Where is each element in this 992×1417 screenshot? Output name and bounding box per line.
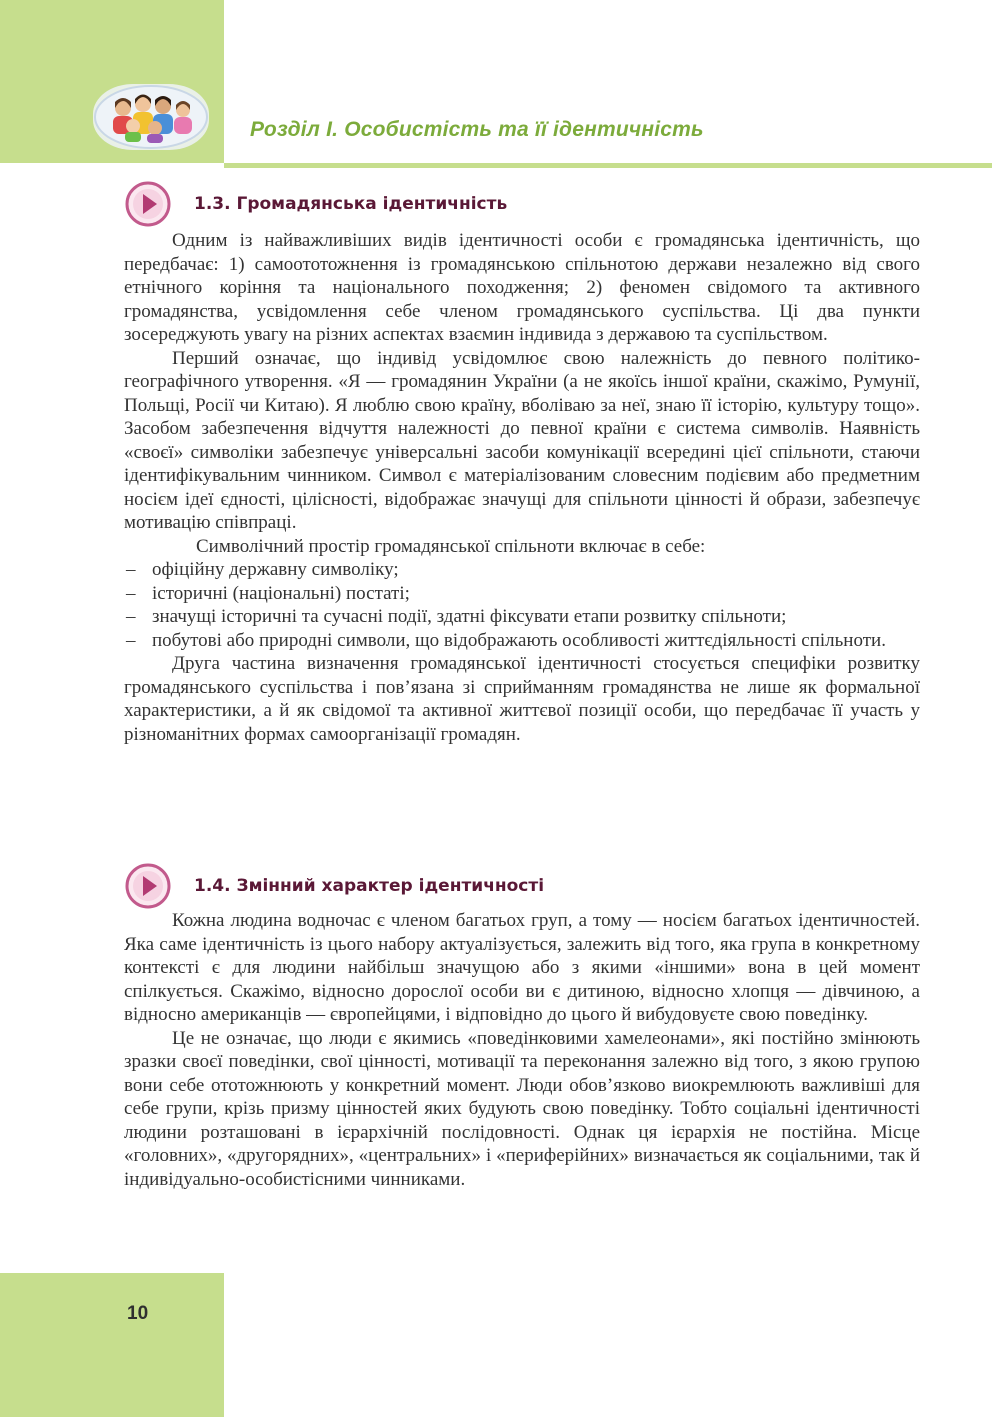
section-heading-1-4 <box>124 862 544 910</box>
play-icon <box>124 180 172 228</box>
paragraph: Кожна людина водночас є членом багатьох груп, а тому — носієм багатьох ідентичностей. Яка саме ідентичність із цього набору актуалізується, залежить від того, яка група в конкретному контексті є для людини найбільш значущою або з якими «іншими» вона в цей момент спілкується. Скажімо, відносно дорослої особи ви є дитиною, відносно хлопця — дівчиною, а відносно американців — європейцями, і відповідно до цього й вибудовуєте свою поведінку. <box>124 910 920 1025</box>
chapter-title: Розділ І. Особистість та її ідентичність <box>250 118 704 141</box>
paragraph: Одним із найважливіших видів ідентичності особи є громадянська ідентичність, що передбачає: 1) самоототожнення із громадянською спільнотою держави незалежно від свого етнічного коріння та національного походження; 2) феномен свідомого та активного громадянства, усвідомлення себе членом громадянського суспільства. Ці два пункти зосереджують увагу на різних аспектах взаємин індивида з державою та суспільством. <box>124 230 920 345</box>
paragraph: Друга частина визначення громадянської ідентичності стосується специфіки розвитку громадянського суспільства і пов’язана зі сприйманням громадянства не лише як формальної характеристики, а й як свідомої та активної життєвої позиції особи, що передбачає її участь у різноманітних формах самоорганізації громадян. <box>124 653 920 745</box>
paragraph: Перший означає, що індивід усвідомлює свою належність до певного політико-географічного утворення. «Я — громадянин України (а не якоїсь іншої країни, скажімо, Румунії, Польщі, Росії чи Китаю). Я люблю свою країну, вболіваю за неї, знаю її історію, культуру тощо». Засобом забезпечення відчуття належності до певної країни є система символів. Наявність «своєї» символіки забезпечує універсальні засоби комунікації всередині цієї спільноти, стаючи ідентифікувальним чинником. Символ є матеріалізованим словесним подієвим або предметним носієм ідеї єдності, цілісності, відображає значущі для спільноти цінності й образи, забезпечує мотивацію співпраці. <box>124 347 920 533</box>
play-icon <box>124 862 172 910</box>
list-item: – офіційну державну символіку; <box>124 558 920 582</box>
paragraph: Це не означає, що люди є якимись «поведінковими хамелеонами», які постійно змінюють зразки своєї поведінки, свої цінності, мотивації та переконання залежно від того, з якою групою вони себе ототожнюють у конкретний момент. Люди обов’язково виокремлюють важливіші для себе групи, крізь призму цінностей яких будують свою поведінку. Тобто соціальні ідентичності людини розташовані в ієрархічній послідовності. Однак ця ієрархія не постійна. Місце «головних», «другорядних», «центральних» і «периферійних» визначається як соціальними, так й індивідуально-особистісними чинниками. <box>124 1027 920 1190</box>
page-number: 10 <box>127 1303 149 1324</box>
list-intro: Символічний простір громадянської спільноти включає в себе: <box>196 535 706 557</box>
header-divider <box>224 163 992 168</box>
list-item: – побутові або природні символи, що відображають особливості життєдіяльності спільноти. <box>124 629 920 653</box>
section-body-1-3 <box>124 229 920 746</box>
footer-green-band <box>0 1273 224 1417</box>
section-heading-1-3 <box>124 180 507 228</box>
list-item: – історичні (національні) постаті; <box>124 582 920 606</box>
section-body-1-4 <box>124 909 920 1191</box>
section-title: 1.4. Змінний характер ідентичності <box>194 876 545 896</box>
section-title: 1.3. Громадянська ідентичність <box>194 194 508 214</box>
children-photo-logo <box>93 84 209 150</box>
symbol-list <box>124 558 920 652</box>
list-item: – значущі історичні та сучасні події, здатні фіксувати етапи розвитку спільноти; <box>124 605 920 629</box>
